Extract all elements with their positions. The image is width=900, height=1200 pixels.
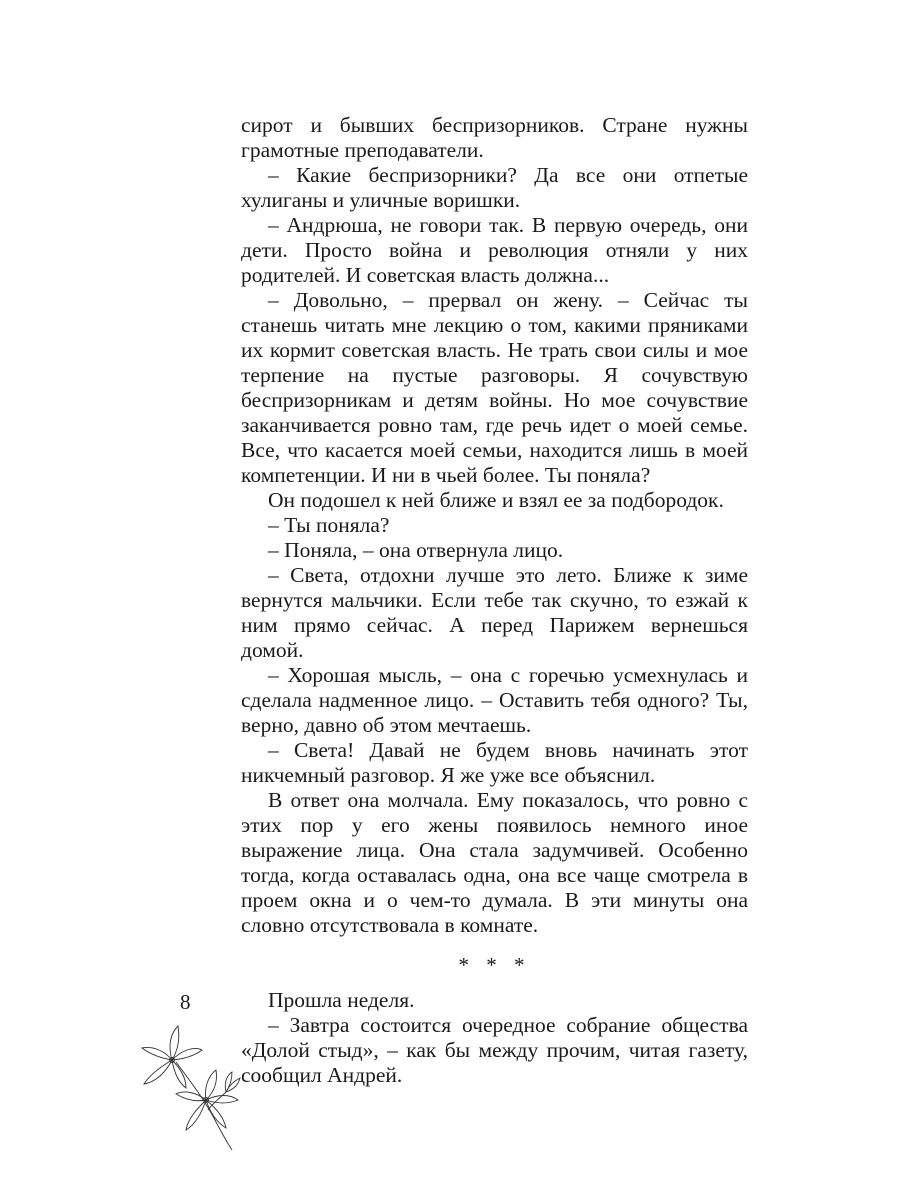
main-text-continued xyxy=(241,988,748,1088)
main-text xyxy=(241,113,748,938)
section-divider: * * * xyxy=(458,953,531,977)
paragraph: Прошла неделя. xyxy=(268,988,415,1012)
paragraph: Он подошел к ней ближе и взял ее за подбородок. xyxy=(268,488,724,512)
paragraph: – Света, отдохни лучше это лето. Ближе к зиме вернутся мальчики. Если тебе так скучно, то езжай к ним прямо сейчас. А перед Парижем вернешься домой. xyxy=(241,563,748,662)
page-number: 8 xyxy=(180,990,191,1014)
paragraph: – Довольно, – прервал он жену. – Сейчас ты станешь читать мне лекцию о том, какими пряниками их кормит советская власть. Не трать свои силы и мое терпение на пустые разговоры. Я сочувствую беспризорникам и детям войны. Но мое сочувствие заканчивается ровно там, где речь идет о моей семье. Все, что касается моей семьи, находится лишь в моей компетенции. И ни в чьей более. Ты поняла? xyxy=(241,288,748,487)
paragraph: – Ты поняла? xyxy=(268,513,390,537)
paragraph: – Хорошая мысль, – она с горечью усмехнулась и сделала надменное лицо. – Оставить тебя одного? Ты, верно, давно об этом мечтаешь. xyxy=(241,663,748,737)
flower-ornament-icon xyxy=(136,1022,246,1152)
paragraph: – Завтра состоится очередное собрание общества «Долой стыд», – как бы между прочим, читая газету, сообщил Андрей. xyxy=(241,1013,748,1087)
paragraph: – Какие беспризорники? Да все они отпетые хулиганы и уличные воришки. xyxy=(241,163,748,212)
paragraph: – Поняла, – она отвернула лицо. xyxy=(268,538,564,562)
paragraph: – Света! Давай не будем вновь начинать этот никчемный разговор. Я же уже все объяснил. xyxy=(241,738,748,787)
paragraph: В ответ она молчала. Ему показалось, что ровно с этих пор у его жены появилось немного иное выражение лица. Она стала задумчивей. Особенно тогда, когда оставалась одна, она все чаще смотрела в проем окна и о чем-то думала. В эти минуты она словно отсутствовала в комнате. xyxy=(241,788,748,937)
paragraph: – Андрюша, не говори так. В первую очередь, они дети. Просто война и революция отняли у них родителей. И советская власть должна... xyxy=(241,213,748,287)
paragraph: сирот и бывших беспризорников. Стране нужны грамотные преподаватели. xyxy=(241,113,748,162)
